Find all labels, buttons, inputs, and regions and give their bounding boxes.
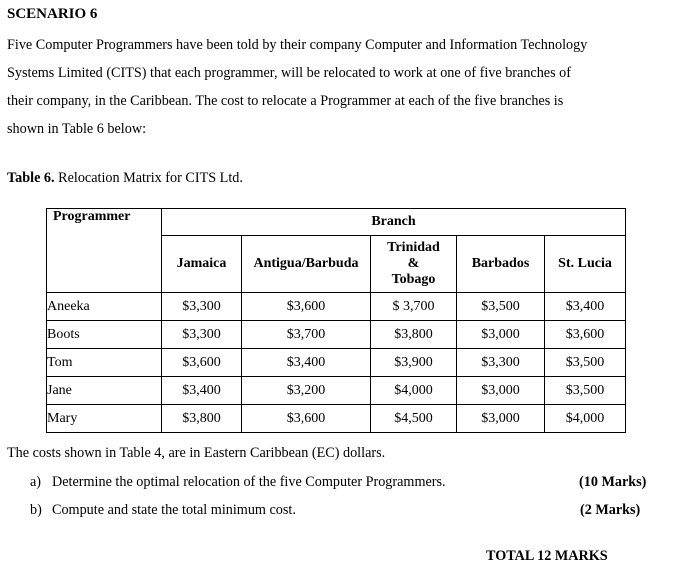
cost-cell: $3,500 <box>545 377 626 405</box>
branch-header-antigua-barbuda: Antigua/Barbuda <box>242 236 371 293</box>
question-a <box>30 474 446 491</box>
cost-cell: $3,800 <box>162 405 242 433</box>
intro-line: shown in Table 6 below: <box>7 121 147 137</box>
cost-cell: $4,500 <box>371 405 457 433</box>
cost-cell: $3,500 <box>545 349 626 377</box>
programmer-name: Boots <box>47 321 162 349</box>
cost-cell: $3,800 <box>371 321 457 349</box>
cost-cell: $3,400 <box>242 349 371 377</box>
cost-cell: $3,600 <box>242 405 371 433</box>
scenario-heading: SCENARIO 6 <box>7 6 98 22</box>
table-caption <box>7 170 243 187</box>
table-row <box>47 377 626 405</box>
table-row <box>47 293 626 321</box>
cost-cell: $4,000 <box>545 405 626 433</box>
branch-header-barbados: Barbados <box>457 236 545 293</box>
programmer-name: Tom <box>47 349 162 377</box>
table-caption-label: Table 6. <box>7 170 55 186</box>
intro-line: Five Computer Programmers have been told by their company Computer and Information Technology <box>7 37 588 53</box>
question-letter: a) <box>30 474 42 490</box>
question-b-marks: (2 Marks) <box>580 502 641 518</box>
question-b <box>30 502 296 519</box>
question-text: Determine the optimal relocation of the five Computer Programmers. <box>52 474 446 490</box>
cost-cell: $3,300 <box>457 349 545 377</box>
cost-cell: $3,300 <box>162 293 242 321</box>
cost-cell: $3,600 <box>162 349 242 377</box>
cost-cell: $3,600 <box>242 293 371 321</box>
total-marks: TOTAL 12 MARKS <box>486 548 608 564</box>
intro-line: their company, in the Caribbean. The cost to relocate a Programmer at each of the five branches is <box>7 93 564 109</box>
branch-header-st-lucia: St. Lucia <box>545 236 626 293</box>
branch-header-trinidad-tobago <box>371 236 457 293</box>
cost-cell: $3,000 <box>457 377 545 405</box>
cost-cell: $3,900 <box>371 349 457 377</box>
relocation-matrix-table <box>46 208 626 433</box>
question-letter: b) <box>30 502 42 518</box>
trinidad-line: & <box>407 256 420 271</box>
cost-cell: $3,400 <box>162 377 242 405</box>
trinidad-line: Tobago <box>391 272 436 287</box>
branch-header: Branch <box>162 209 626 236</box>
cost-cell: $3,400 <box>545 293 626 321</box>
cost-cell: $ 3,700 <box>371 293 457 321</box>
cost-cell: $3,000 <box>457 405 545 433</box>
currency-note: The costs shown in Table 4, are in Eastern Caribbean (EC) dollars. <box>7 445 386 461</box>
table-row <box>47 321 626 349</box>
table-caption-text: Relocation Matrix for CITS Ltd. <box>54 170 243 186</box>
cost-cell: $3,700 <box>242 321 371 349</box>
table-row <box>47 349 626 377</box>
cost-cell: $4,000 <box>371 377 457 405</box>
programmer-header: Programmer <box>47 209 162 293</box>
branch-header-jamaica: Jamaica <box>162 236 242 293</box>
programmer-name: Aneeka <box>47 293 162 321</box>
cost-cell: $3,500 <box>457 293 545 321</box>
cost-cell: $3,300 <box>162 321 242 349</box>
question-a-marks: (10 Marks) <box>579 474 647 490</box>
cost-cell: $3,600 <box>545 321 626 349</box>
table-row <box>47 405 626 433</box>
cost-cell: $3,200 <box>242 377 371 405</box>
programmer-name: Jane <box>47 377 162 405</box>
intro-paragraph <box>7 31 672 143</box>
question-text: Compute and state the total minimum cost. <box>52 502 296 518</box>
intro-line: Systems Limited (CITS) that each programmer, will be relocated to work at one of five branches of <box>7 65 571 81</box>
programmer-name: Mary <box>47 405 162 433</box>
cost-cell: $3,000 <box>457 321 545 349</box>
trinidad-line: Trinidad <box>387 240 440 255</box>
